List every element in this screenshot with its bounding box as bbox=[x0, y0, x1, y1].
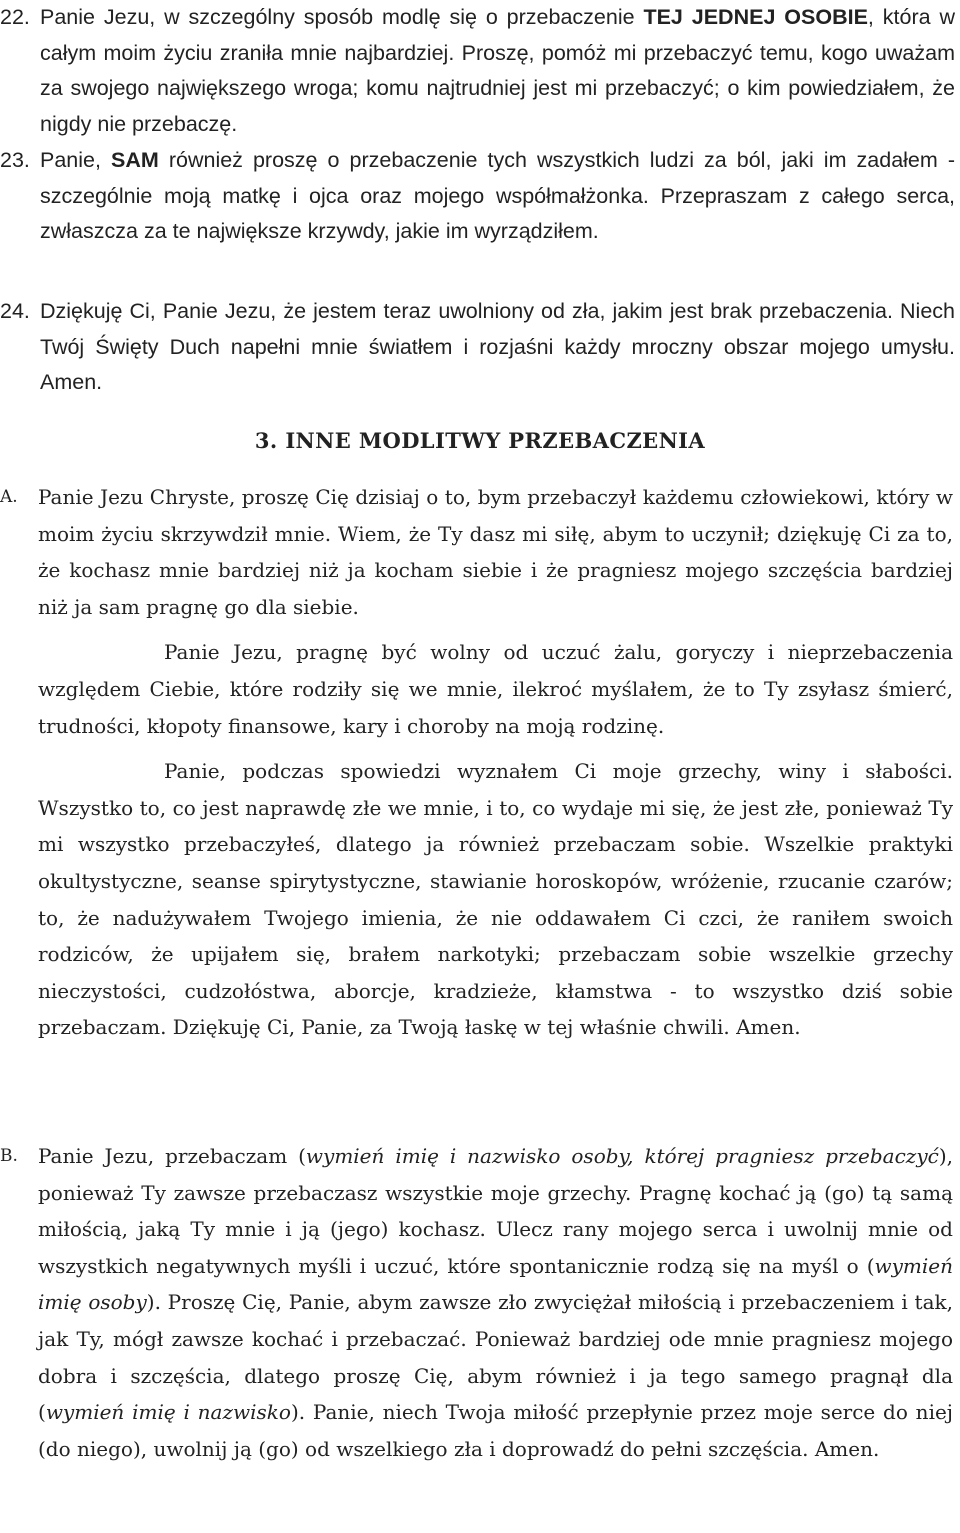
item-text: również proszę o przebaczenie tych wszystkich ludzi za ból, jaki im zadałem - szczególnie moją matkę i ojca oraz mojego współmałżonka. Przepraszam z całego serca, zwłaszcza za te największe krzywdy, jakie im wyrządziłem. bbox=[40, 148, 955, 244]
paragraph: Panie Jezu Chryste, proszę Cię dzisiaj o to, bym przebaczył każdemu człowiekowi, który w moim życiu skrzywdził mnie. Wiem, że Ty dasz mi siłę, abym to uczynił; dziękuję Ci za to, że kochasz mnie bardziej niż ja kocham siebie i że pragniesz mojego szczęścia bardziej niż ja sam pragnę go dla siebie. bbox=[38, 485, 953, 619]
section-a bbox=[0, 479, 953, 1046]
italic-instruction: wymień imię i nazwisko osoby, której pragniesz przebaczyć bbox=[305, 1144, 939, 1168]
text-run: ), ponieważ Ty zawsze przebaczasz wszystkie moje grzechy. Pragnę kochać ją (go) tą samą miłością, jaką Ty mnie i ją (jego) kochasz. Ulecz rany mojego serca i uwolnij mnie od wszystkich negatywnych myśli i uczuć, które spontanicznie rodzą się na myśl o ( bbox=[38, 1144, 953, 1278]
section-letter: A. bbox=[0, 487, 18, 507]
section-heading: 3. INNE MODLITWY PRZEBACZENIA bbox=[254, 428, 706, 453]
item-number: 24. bbox=[0, 299, 30, 323]
paragraph bbox=[38, 1138, 953, 1467]
text-run: Panie Jezu, przebaczam ( bbox=[38, 1144, 306, 1168]
prayer-item-24 bbox=[0, 294, 955, 401]
paragraph: Panie Jezu, pragnę być wolny od uczuć żalu, goryczy i nieprzebaczenia względem Ciebie, które rodziły się we mnie, ilekroć myślałem, że to Ty zsyłasz śmierć, trudności, kłopoty finansowe, kary i choroby na moją rodzinę. bbox=[38, 640, 953, 738]
prayer-item-22 bbox=[0, 0, 955, 142]
item-text: Panie, bbox=[40, 148, 112, 172]
item-emphasis: SAM bbox=[111, 148, 159, 172]
item-text: Panie Jezu, w szczególny sposób modlę się o przebaczenie bbox=[40, 5, 644, 29]
italic-instruction: wymień imię osoby bbox=[38, 1253, 953, 1315]
text-run: ). Proszę Cię, Panie, abym zawsze zło zwyciężał miłością i przebaczeniem i tak, jak Ty, mógł zawsze kochać i przebaczać. Ponieważ bardziej ode mnie pragniesz mojego dobra i szczęścia, dlatego proszę Cię, abym również i ja tego samego pragnął dla ( bbox=[38, 1290, 953, 1425]
prayer-item-23 bbox=[0, 143, 955, 250]
text-run: ). Panie, niech Twoja miłość przepłynie przez moje serce do niej (do niego), uwolnij ją (go) od wszelkiego zła i doprowadź do pełni szczęścia. Amen. bbox=[38, 1400, 953, 1461]
italic-instruction: wymień imię i nazwisko bbox=[45, 1400, 291, 1425]
item-emphasis: TEJ JEDNEJ OSOBIE bbox=[643, 5, 868, 29]
section-b bbox=[0, 1138, 953, 1467]
section-letter: B. bbox=[0, 1146, 18, 1166]
item-text: Dziękuję Ci, Panie Jezu, że jestem teraz uwolniony od zła, jakim jest brak przebaczenia. Niech Twój Święty Duch napełni mnie światłem i rozjaśni każdy mroczny obszar mojego umysłu. Amen. bbox=[40, 299, 955, 395]
item-number: 23. bbox=[0, 148, 30, 172]
paragraph: Panie, podczas spowiedzi wyznałem Ci moje grzechy, winy i słabości. Wszystko to, co jest naprawdę złe we mnie, i to, co wydaje mi się, że jest złe, ponieważ Ty mi wszystko przebaczyłeś, dlatego ja również przebaczam sobie. Wszelkie praktyki okultystyczne, seanse spirytystyczne, stawianie horoskopów, wróżenie, rzucanie czarów; to, że nadużywałem Twojego imienia, że nie oddawałem Ci czci, że raniłem swoich rodziców, że upijałem się, brałem narkotyki; przebaczam sobie wszelkie grzechy nieczystości, cudzołóstwa, aborcje, kradzieże, kłamstwa - to wszystko dziś sobie przebaczam. Dziękuję Ci, Panie, za Twoją łaskę w tej właśnie chwili. Amen. bbox=[38, 759, 953, 1040]
item-number: 22. bbox=[0, 5, 30, 29]
item-text: , która w całym moim życiu zraniła mnie najbardziej. Proszę, pomóż mi przebaczyć temu, kogo uważam za swojego największego wroga; komu najtrudniej jest mi przebaczyć; o kim powiedziałem, że nigdy nie przebaczę. bbox=[40, 5, 955, 136]
